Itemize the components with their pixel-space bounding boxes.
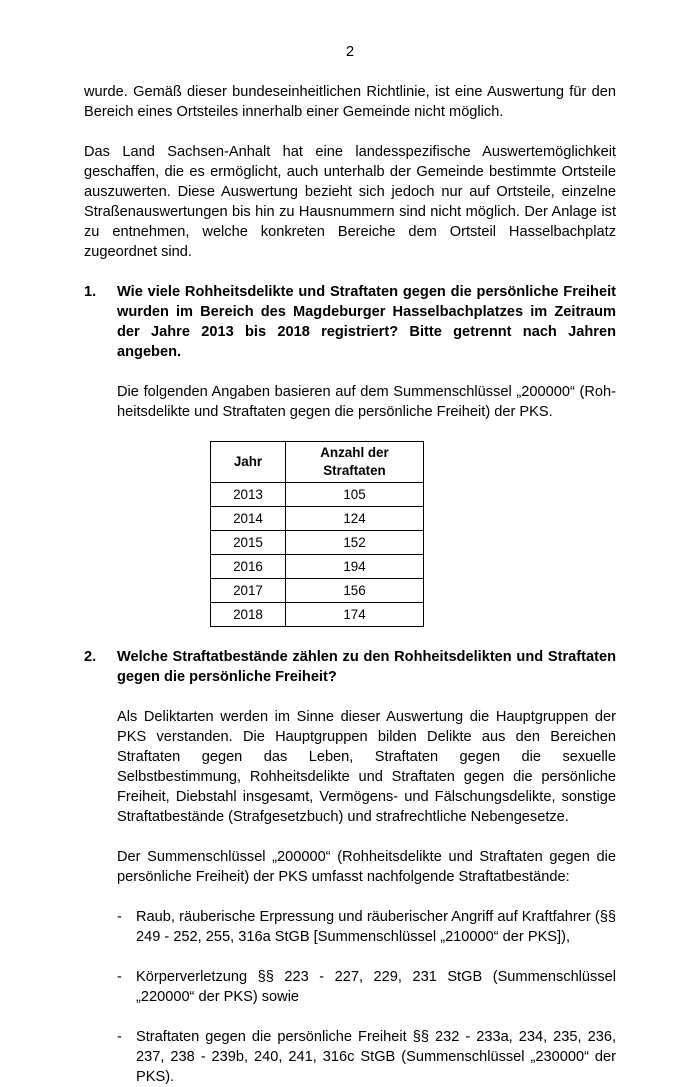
answer-2-paragraph-2: Der Summenschlüssel „200000“ (Rohheitsdelikte und Straftaten gegen die persönliche Freiheit) der PKS umfasst nachfolgende Straftatbestände: [117,849,616,885]
crime-count-table [210,441,424,627]
table-cell-count: 105 [286,483,424,507]
answer-2-paragraph-1: Als Deliktarten werden im Sinne dieser Auswertung die Hauptgruppen der PKS verstanden. Die Hauptgruppen bilden Delikte aus den Bereichen Straftaten gegen das Leben, Straftaten gegen die sexuelle Selbstbestimmung, Rohheitsdelikte und Straftaten gegen die persönliche Freiheit, Diebstahl insgesamt, Vermögens- und Fälschungsdelikte, sonstige Straftatbestände (Strafgesetzbuch) und strafrechtliche Nebengesetze. [117,709,616,825]
table-row [211,531,424,555]
list-item-text: Raub, räuberische Erpressung und räuberischer Angriff auf Kraftfahrer (§§ 249 - 252, 255, 316a StGB [Summenschlüssel „210000“ der PKS]), [136,909,616,945]
intro-paragraph-2: Das Land Sachsen-Anhalt hat eine landesspezifische Auswertemöglichkeit geschaffen, die es ermöglicht, auch unterhalb der Gemeinde bestimmte Ortsteile auszuwerten. Diese Auswertung bezieht sich jedoch nur auf Ortsteile, einzelne Straßenauswertungen bis hin zu Hausnummern sind nicht möglich. Der Anlage ist zu entnehmen, welche konkreten Bereiche dem Ortsteil Hasselbachplatz zugeordnet sind. [84,144,616,260]
table-cell-year: 2017 [211,579,286,603]
table-header-row [211,442,424,483]
answer-1-text: Die folgenden Angaben basieren auf dem Summenschlüssel „200000“ (Rohheitsdelikte und Straftaten gegen die persönliche Freiheit) der PKS. [117,384,616,420]
question-2-number: 2. [84,649,97,665]
list-item [117,907,616,947]
question-2 [84,647,616,687]
table-cell-count: 124 [286,507,424,531]
list-item-text: Körperverletzung §§ 223 - 227, 229, 231 StGB (Summenschlüssel „220000“ der PKS) sowie [136,969,616,1005]
question-1 [84,282,616,362]
table-row [211,507,424,531]
table-cell-year: 2015 [211,531,286,555]
table-row [211,603,424,627]
table-row [211,483,424,507]
list-item-text: Straftaten gegen die persönliche Freiheit §§ 232 - 233a, 234, 235, 236, 237, 238 - 239b, 240, 241, 316c StGB (Summenschlüssel „230000“ der PKS). [136,1029,616,1085]
page-number: 2 [345,44,355,60]
question-1-text: Wie viele Rohheitsdelikte und Straftaten gegen die persönliche Freiheit wurden im Bereich des Magdeburger Hasselbachplatzes im Zeitraum der Jahre 2013 bis 2018 registriert? Bitte getrennt nach Jahren angeben. [117,284,616,360]
table-cell-count: 156 [286,579,424,603]
list-item [117,1027,616,1087]
table-cell-year: 2016 [211,555,286,579]
list-item [117,967,616,1007]
table-cell-count: 174 [286,603,424,627]
bullet-marker: - [117,1029,122,1045]
table-header-year: Jahr [211,442,286,483]
table-cell-year: 2018 [211,603,286,627]
question-1-number: 1. [84,284,97,300]
document-body [84,82,616,1087]
table-header-count: Anzahl der Straftaten [286,442,424,483]
intro-paragraph-1: wurde. Gemäß dieser bundeseinheitlichen Richtlinie, ist eine Auswertung für den Bereich eines Ortsteiles innerhalb einer Gemeinde nicht möglich. [84,84,616,120]
table-cell-count: 152 [286,531,424,555]
table-row [211,555,424,579]
table-cell-year: 2013 [211,483,286,507]
table-cell-year: 2014 [211,507,286,531]
question-2-text: Welche Straftatbestände zählen zu den Rohheitsdelikten und Straftaten gegen die persönliche Freiheit? [117,649,616,685]
table-cell-count: 194 [286,555,424,579]
bullet-marker: - [117,969,122,985]
table-row [211,579,424,603]
bullet-marker: - [117,909,122,925]
